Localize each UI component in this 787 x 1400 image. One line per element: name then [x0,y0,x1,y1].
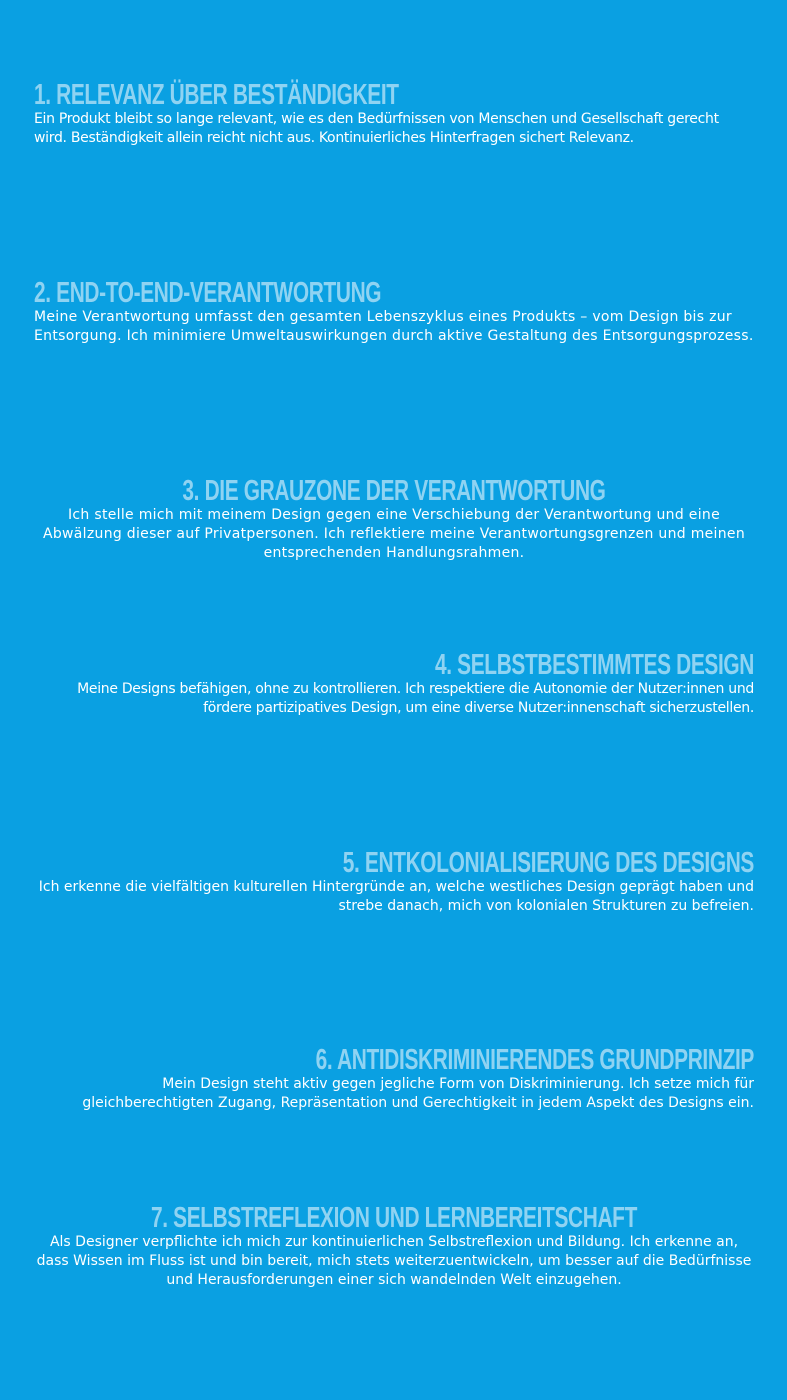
principle-2 [34,278,754,346]
principle-3-title: 3. DIE GRAUZONE DER VERANTWORTUNG [182,475,606,507]
principle-1-title: 1. RELEVANZ ÜBER BESTÄNDIGKEIT [34,79,399,111]
principle-4-title: 4. SELBSTBESTIMMTES DESIGN [435,649,754,681]
principle-3 [34,476,754,563]
principle-7 [34,1203,754,1290]
principle-1-text: Ein Produkt bleibt so lange relevant, wie es den Bedürfnissen von Menschen und Gesellschaft gerecht wird. Beständigkeit allein reicht nicht aus. Kontinuierliches Hinterfragen sichert Relevanz. [34,111,719,146]
principle-4-text: Meine Designs befähigen, ohne zu kontrollieren. Ich respektiere die Autonomie der Nutzer:innen und fördere partizipatives Design, um eine diverse Nutzer:innenschaft sicherzustellen. [77,681,754,716]
principle-6-title: 6. ANTIDISKRIMINIERENDES GRUNDPRINZIP [315,1044,754,1076]
principle-1 [34,80,754,148]
principle-2-text: Meine Verantwortung umfasst den gesamten Lebenszyklus eines Produkts – vom Design bis zur Entsorgung. Ich minimiere Umweltauswirkungen durch aktive Gestaltung des Entsorgungsprozess. [34,309,754,344]
principle-5-title: 5. ENTKOLONIALISIERUNG DES DESIGNS [342,847,754,879]
principle-5-text: Ich erkenne die vielfältigen kulturellen Hintergründe an, welche westliches Design geprägt haben und strebe danach, mich von kolonialen Strukturen zu befreien. [38,879,754,914]
principle-6-text: Mein Design steht aktiv gegen jegliche Form von Diskriminierung. Ich setze mich für gleichberechtigten Zugang, Repräsentation und Gerechtigkeit in jedem Aspekt des Designs ein. [82,1076,754,1111]
principle-6 [34,1045,754,1113]
principle-4 [34,650,754,718]
principle-5 [34,848,754,916]
principle-7-title: 7. SELBSTREFLEXION UND LERNBEREITSCHAFT [151,1202,637,1234]
principle-3-text: Ich stelle mich mit meinem Design gegen eine Verschiebung der Verantwortung und eine Abwälzung dieser auf Privatpersonen. Ich reflektiere meine Verantwortungsgrenzen und meinen entsprechenden Handlungsrahmen. [42,507,746,561]
principle-7-text: Als Designer verpflichte ich mich zur kontinuierlichen Selbstreflexion und Bildung. Ich erkenne an, dass Wissen im Fluss ist und bin bereit, mich stets weiterzuentwickeln, um besser auf die Bedürfnisse und Herausforderungen einer sich wandelnden Welt einzugehen. [36,1234,752,1288]
principle-2-title: 2. END-TO-END-VERANTWORTUNG [34,277,382,309]
